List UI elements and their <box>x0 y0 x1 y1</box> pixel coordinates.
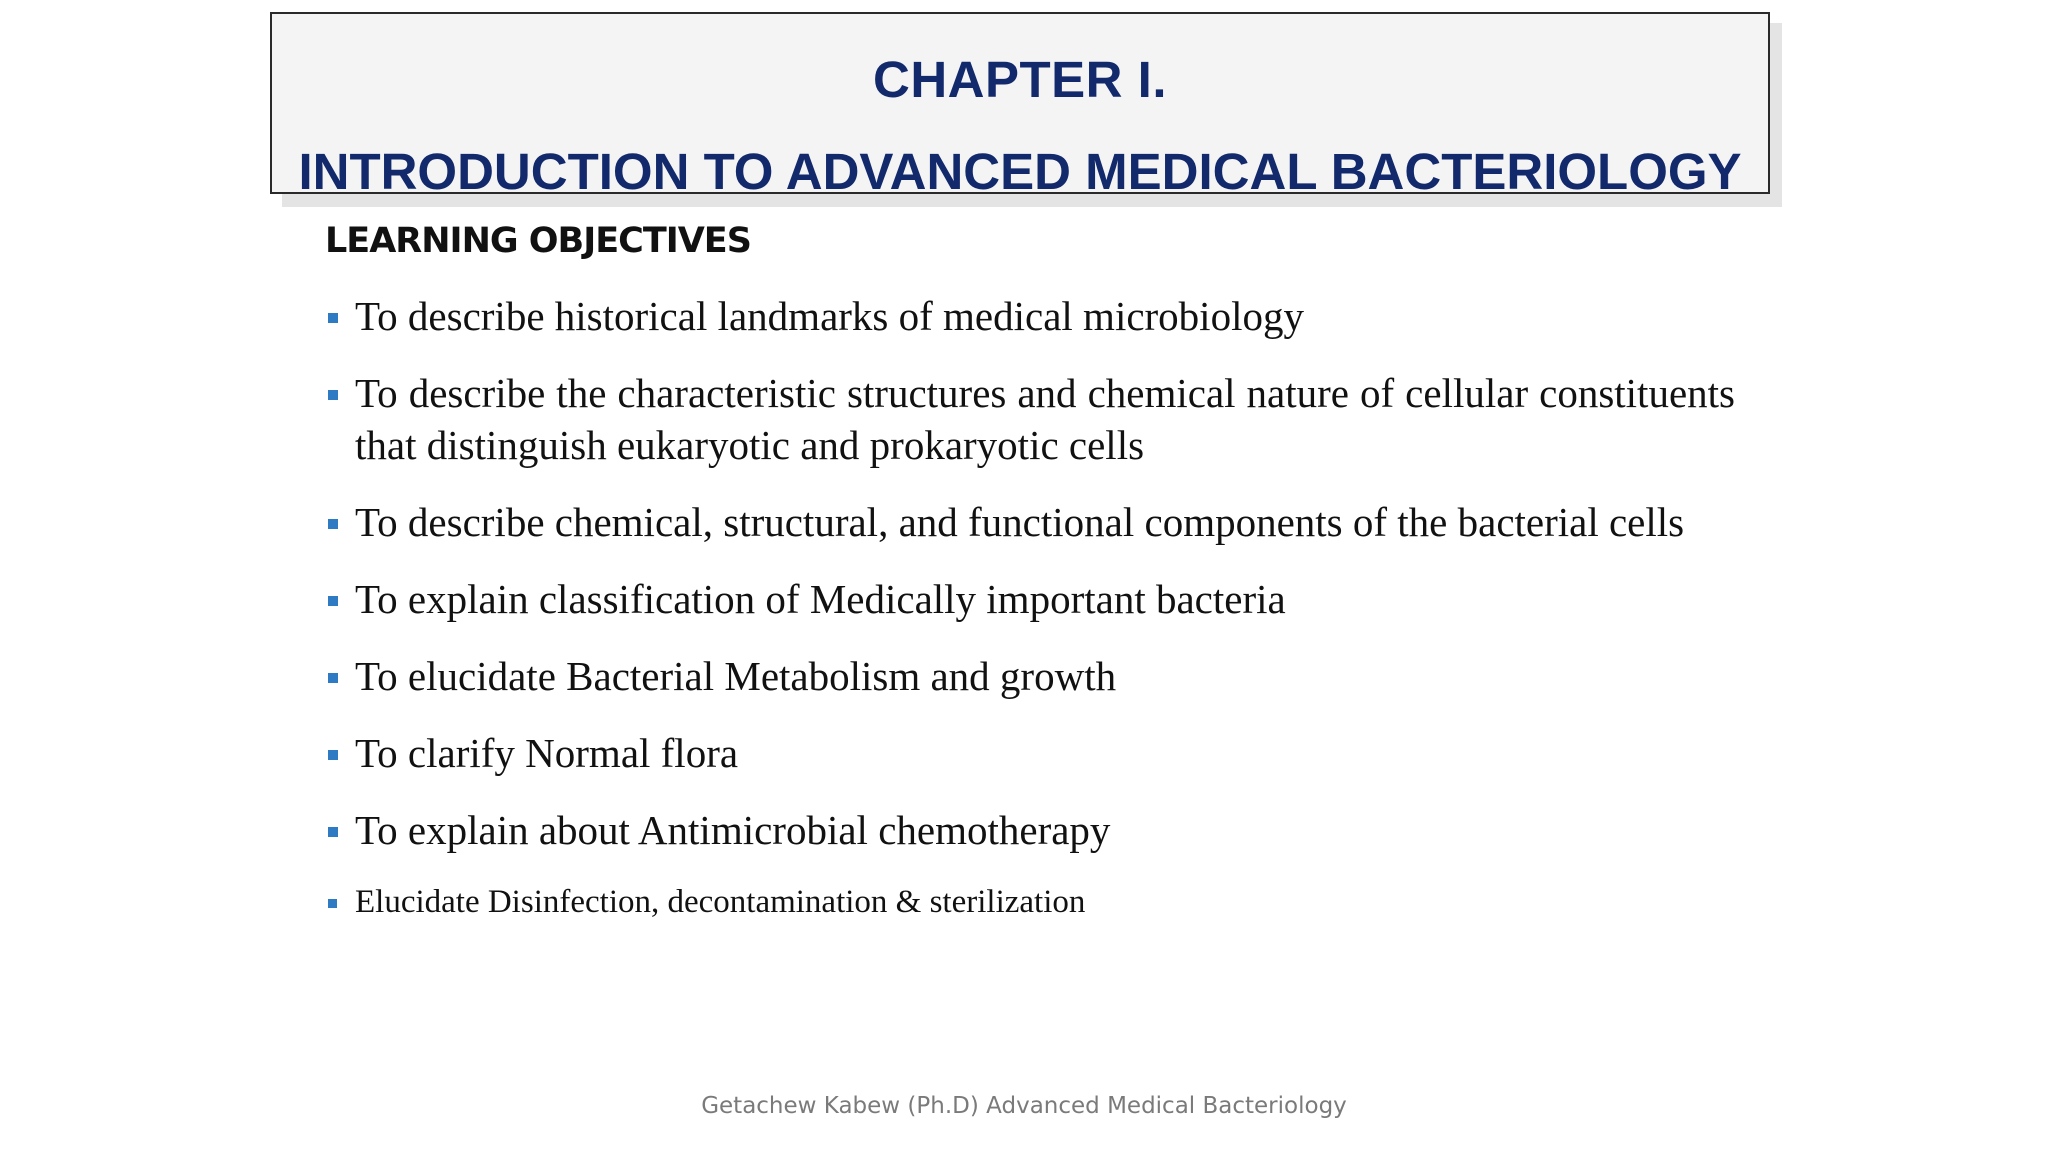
objective-item <box>325 881 1735 923</box>
square-bullet-icon <box>328 390 338 400</box>
objective-item <box>325 650 1735 702</box>
square-bullet-icon <box>328 750 338 760</box>
objective-item <box>325 727 1735 779</box>
square-bullet-icon <box>328 827 338 837</box>
objective-text: To elucidate Bacterial Metabolism and growth <box>355 653 1117 699</box>
square-bullet-icon <box>328 519 338 529</box>
objective-item <box>325 573 1735 625</box>
objective-text: To clarify Normal flora <box>355 730 739 776</box>
objective-item <box>325 290 1735 342</box>
chapter-title: CHAPTER I. <box>872 51 1168 108</box>
slide-footer: Getachew Kabew (Ph.D) Advanced Medical Bacteriology <box>701 1093 1347 1119</box>
square-bullet-icon <box>328 899 337 908</box>
objective-text: To explain about Antimicrobial chemotherapy <box>355 807 1111 853</box>
objective-text: To describe historical landmarks of medical microbiology <box>355 293 1304 339</box>
square-bullet-icon <box>328 673 338 683</box>
objectives-list <box>325 290 1735 948</box>
objective-text: Elucidate Disinfection, decontamination & sterilization <box>355 884 1086 920</box>
square-bullet-icon <box>328 313 338 323</box>
objective-text: To describe chemical, structural, and functional components of the bacterial cells <box>355 499 1685 545</box>
title-box <box>270 12 1770 200</box>
objective-item <box>325 367 1735 471</box>
chapter-subtitle: INTRODUCTION TO ADVANCED MEDICAL BACTERIOLOGY <box>298 143 1742 200</box>
square-bullet-icon <box>328 596 338 606</box>
objective-item <box>325 804 1735 856</box>
objective-text: To describe the characteristic structures and chemical nature of cellular constituents that distinguish eukaryotic and prokaryotic cells <box>355 370 1735 468</box>
objective-item <box>325 496 1735 548</box>
learning-objectives-heading: LEARNING OBJECTIVES <box>325 221 751 261</box>
objective-text: To explain classification of Medically important bacteria <box>355 576 1286 622</box>
